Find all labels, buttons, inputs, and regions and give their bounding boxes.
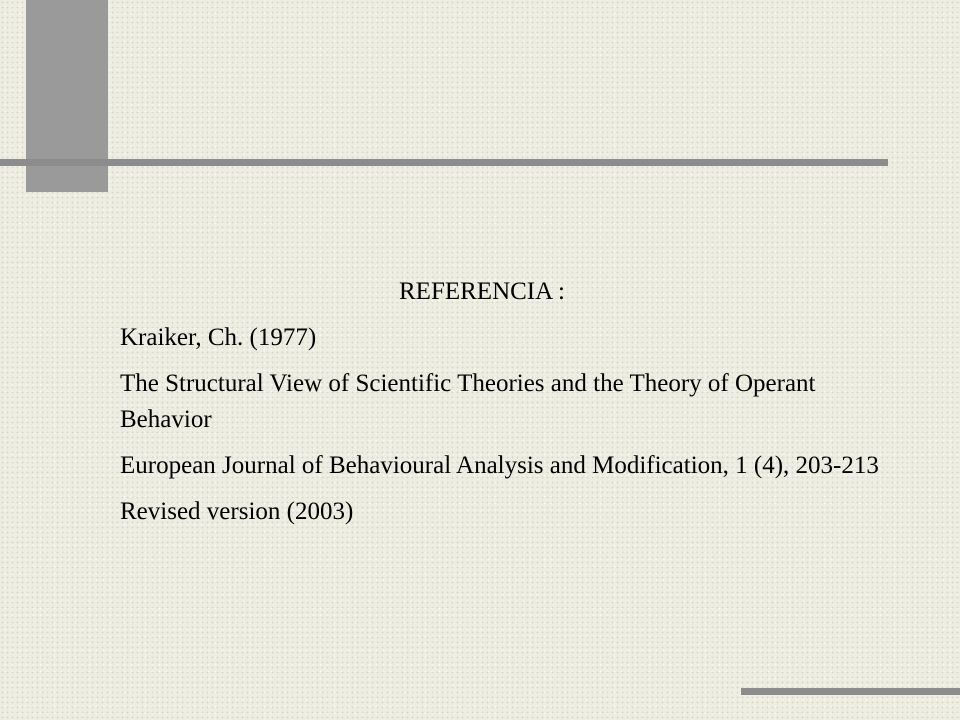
slide-heading: REFERENCIA :: [399, 278, 565, 305]
reference-title: The Structural View of Scientific Theories and the Theory of Operant Behavior: [120, 370, 816, 433]
reference-author: Kraiker, Ch. (1977): [120, 324, 317, 351]
reference-revision: Revised version (2003): [120, 498, 354, 525]
slide-content: [120, 274, 880, 540]
decorative-horizontal-bar: [0, 159, 888, 166]
reference-journal: European Journal of Behavioural Analysis and Modification, 1 (4), 203-213: [120, 452, 879, 479]
decorative-bottom-bar: [741, 688, 960, 695]
